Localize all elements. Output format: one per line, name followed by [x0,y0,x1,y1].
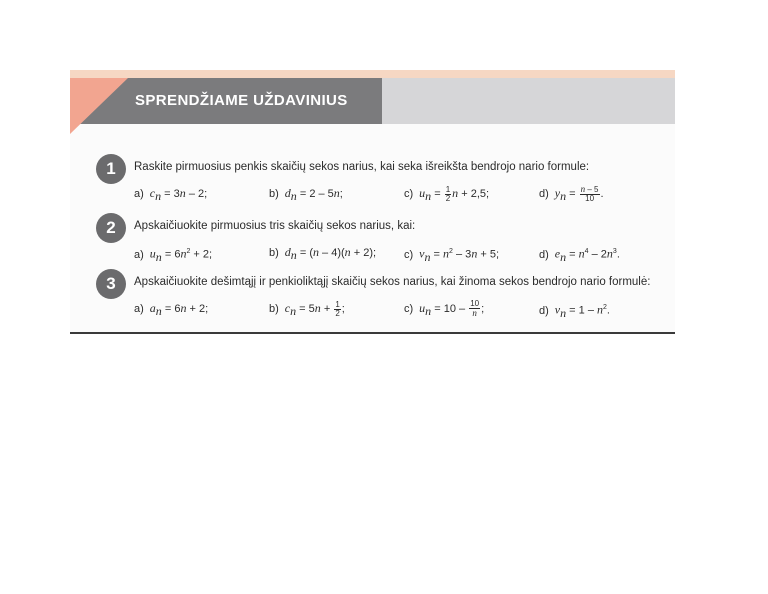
task-1-item-a: a) $c_n = 3n - 2$; [134,186,208,204]
top-accent-strip [70,70,675,78]
task-1-item-b: b) $d_n = 2 - 5n$; [269,186,343,204]
task-3-item-c: c) $u_n = 10$ – $\frac{10}{n}$ ; [404,299,485,319]
fraction: $\frac{1}{2}$ [445,184,451,203]
task-1-item-c: c) $u_n$ = $\frac{1}{2}$ n + 2,5; [404,184,490,204]
task-3-item-b: b) $c_n = 5n$ + $\frac{1}{2}$ ; [269,299,345,319]
bottom-border-line [70,332,675,334]
fraction: $\frac{10}{n}$ [470,299,480,319]
task-2-item-a: a) $u_n = 6n^2 + 2$; [134,246,213,264]
fraction: $\frac{1}{2}$ [335,299,340,318]
task-instruction: Raskite pirmuosius penkis skaičių sekos narius, kai seka išreikšta bendrojo nario formule: [134,161,590,173]
task-3-item-a: a) $a_n = 6n + 2$; [134,301,209,319]
section-banner [70,78,675,124]
task-number-badge: 2 [96,213,126,243]
task-1-item-d: d) $y_n$ = $\frac{n - 5}{10}$ . [539,184,604,204]
section-title: SPRENDŽIAME UŽDAVINIUS [135,92,348,109]
exercise-sheet [70,70,675,334]
task-items [134,243,674,265]
task-instruction: Apskaičiuokite dešimtąjį ir penkioliktąjį skaičių sekos narius, kai žinoma sekos bendrojo nario formulė: [134,276,651,288]
task-instruction: Apskaičiuokite pirmuosius tris skaičių sekos narius, kai: [134,220,416,232]
task-items [134,299,674,321]
banner-gray-band [380,78,675,124]
task-2-item-d: d) $e_n = n^4 - 2n^3$. [539,246,620,264]
task-items [134,184,674,206]
task-2-item-c: c) $v_n = n^2 - 3n + 5$; [404,246,500,264]
task-2-item-b: b) $d_n = (n - 4)(n + 2)$; [269,245,377,263]
task-3-item-d: d) $v_n = 1 - n^2$. [539,302,610,320]
fraction: $\frac{n - 5}{10}$ [580,184,599,204]
task-number-badge: 3 [96,269,126,299]
task-number-badge: 1 [96,154,126,184]
